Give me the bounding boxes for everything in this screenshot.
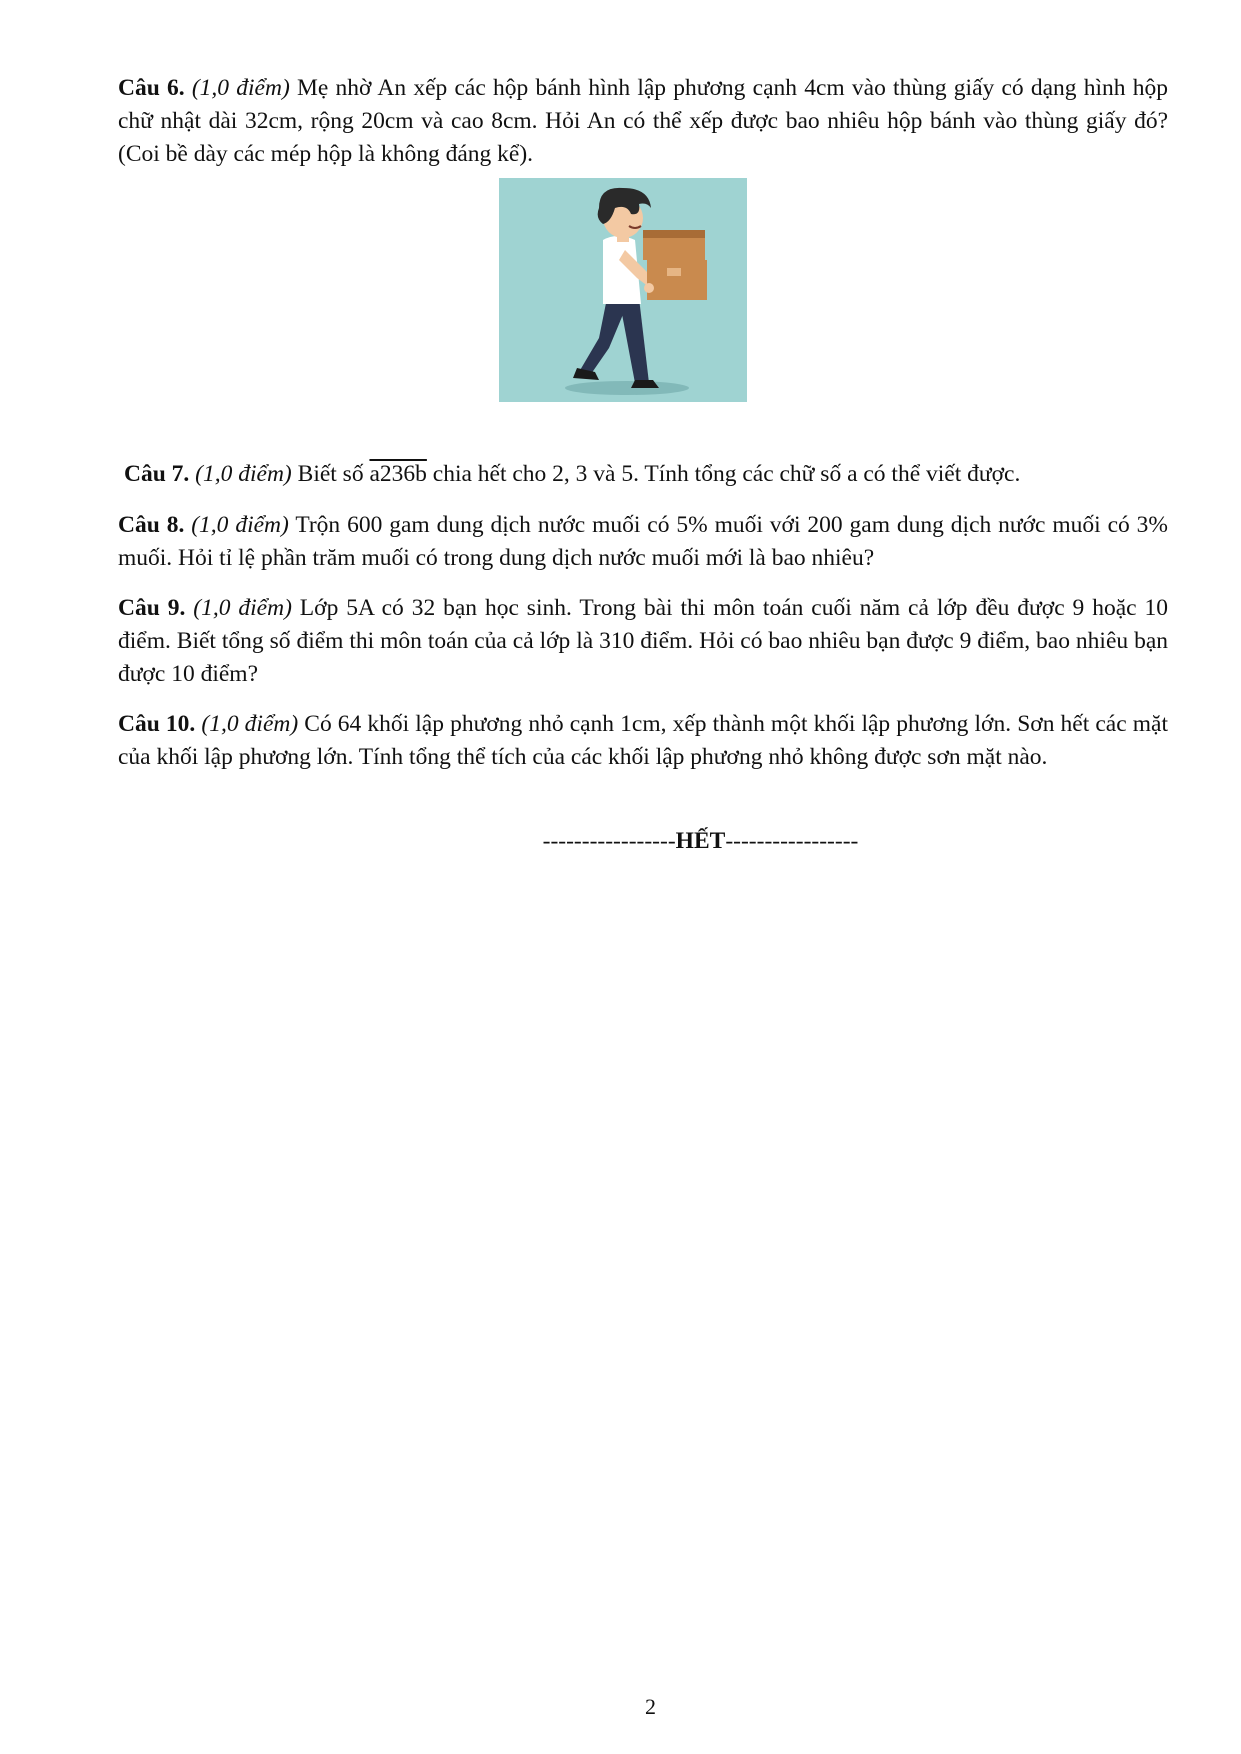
question-points: (1,0 điểm) [195, 461, 292, 487]
question-8 [118, 509, 1168, 575]
overlined-number: a236b [369, 461, 427, 487]
question-text: Trộn 600 gam dung dịch nước muối có 5% muối với 200 gam dung dịch nước muối có 3% muối. Hỏi tỉ lệ phần trăm muối có trong dung dịch nước muối mới là bao nhiêu? [118, 512, 1168, 571]
question-label: Câu 6. [118, 75, 185, 101]
question-text: Lớp 5A có 32 bạn học sinh. Trong bài thi môn toán cuối năm cả lớp đều được 9 hoặc 10 điểm. Biết tổng số điểm thi môn toán của cả lớp là 310 điểm. Hỏi có bao nhiêu bạn được 9 điểm, bao nhiêu bạn được 10 điểm? [118, 595, 1168, 687]
question-label: Câu 9. [118, 595, 186, 621]
question-text: Mẹ nhờ An xếp các hộp bánh hình lập phương cạnh 4cm vào thùng giấy có dạng hình hộp chữ nhật dài 32cm, rộng 20cm và cao 8cm. Hỏi An có thể xếp được bao nhiêu hộp bánh vào thùng giấy đó? (Coi bề dày các mép hộp là không đáng kể). [118, 75, 1168, 167]
question-points: (1,0 điểm) [193, 595, 292, 621]
question-points: (1,0 điểm) [191, 75, 290, 101]
question-9 [118, 592, 1168, 691]
person-carrying-box-illustration [499, 178, 747, 402]
question-text: chia hết cho 2, 3 và 5. Tính tổng các chữ số a có thể viết được. [426, 461, 1021, 487]
question-6 [118, 72, 1168, 171]
end-dashes-right: ----------------- [725, 828, 859, 854]
question-label: Câu 7. [124, 461, 190, 487]
question-points: (1,0 điểm) [201, 711, 299, 737]
question-text: Có 64 khối lập phương nhỏ cạnh 1cm, xếp thành một khối lập phương lớn. Sơn hết các mặt của khối lập phương lớn. Tính tổng thể tích của các khối lập phương nhỏ không được sơn mặt nào. [118, 711, 1168, 770]
end-dashes-left: ----------------- [542, 828, 676, 854]
question-points: (1,0 điểm) [191, 512, 289, 538]
question-label: Câu 8. [118, 512, 185, 538]
page-number: 2 [645, 1694, 656, 1719]
question-text: Biết số [291, 461, 370, 487]
end-word: HẾT [675, 828, 726, 854]
question-10 [118, 708, 1168, 774]
end-marker [0, 828, 1241, 855]
question-label: Câu 10. [118, 711, 196, 737]
question-7 [124, 458, 1174, 491]
